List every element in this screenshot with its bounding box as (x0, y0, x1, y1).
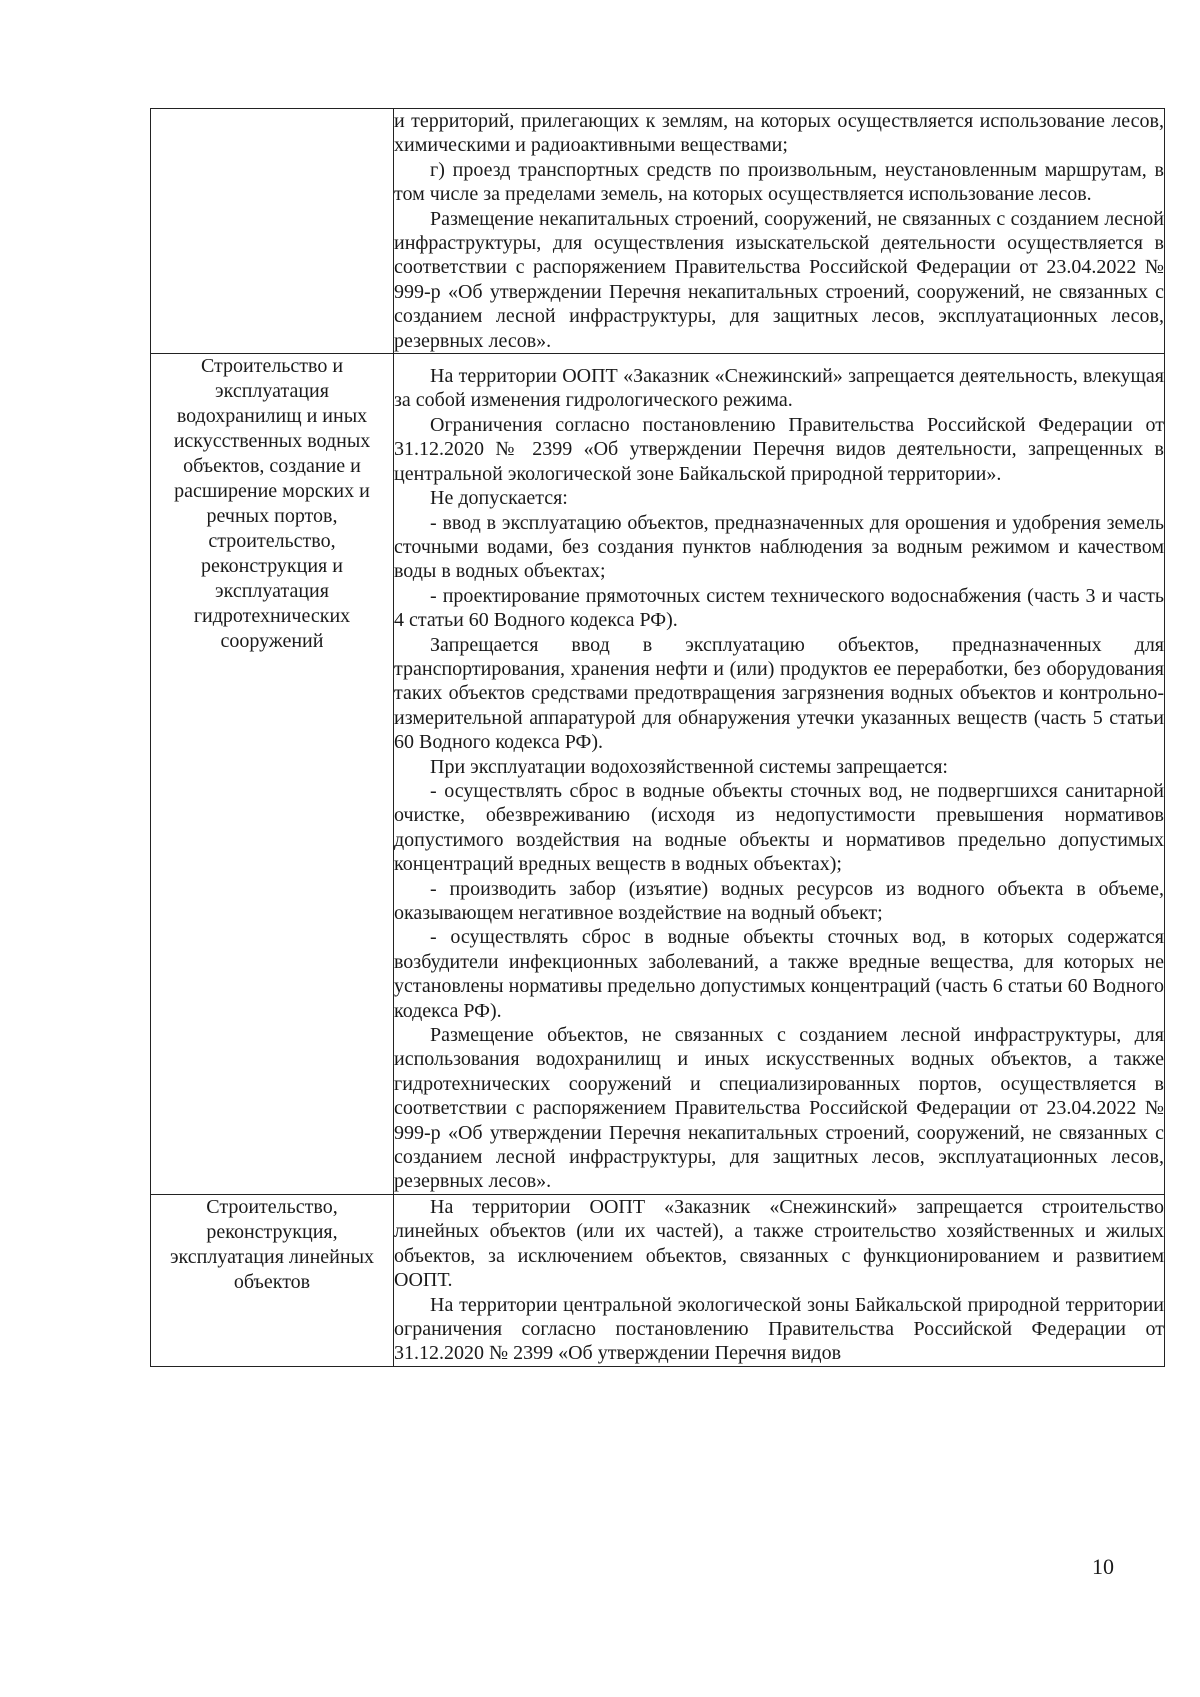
activity-cell (151, 109, 394, 354)
paragraph: - проектирование прямоточных систем технического водоснабжения (часть 3 и часть 4 статьи 60 Водного кодекса РФ). (394, 584, 1164, 632)
restrictions-table (150, 108, 1165, 1367)
description-cell (394, 354, 1165, 1195)
paragraph: - осуществлять сброс в водные объекты сточных вод, не подвергшихся санитарной очистке, обезвреживанию (исходя из недопустимости превышения нормативов допустимого воздействия на водные объекты и нормативов предельно допустимых концентраций вредных веществ в водных объектах); (394, 779, 1164, 876)
description-cell (394, 109, 1165, 354)
activity-cell: Строительство, реконструкция, эксплуатация линейных объектов (151, 1194, 394, 1366)
paragraph: - ввод в эксплуатацию объектов, предназначенных для орошения и удобрения земель сточными водами, без создания пунктов наблюдения за водным режимом и качеством воды в водных объектах; (394, 511, 1164, 583)
page-number: 10 (1092, 1554, 1114, 1579)
activity-cell: Строительство и эксплуатация водохранилищ и иных искусственных водных объектов, создание и расширение морских и речных портов, строительство, реконструкция и эксплуатация гидротехнических сооружений (151, 354, 394, 1195)
table-row (151, 354, 1165, 1195)
paragraph: - осуществлять сброс в водные объекты сточных вод, в которых содержатся возбудители инфекционных заболеваний, а также вредные вещества, для которых не установлены нормативы предельно допустимых концентраций (часть 6 статьи 60 Водного кодекса РФ). (394, 926, 1164, 1022)
description-cell (394, 1194, 1165, 1366)
paragraph: Запрещается ввод в эксплуатацию объектов, предназначенных для транспортирования, хранения нефти и (или) продуктов ее переработки, без оборудования таких объектов средствами предотвращения загрязнения водных объектов и контрольно-измерительной аппаратурой для обнаружения утечки указанных веществ (часть 5 статьи 60 Водного кодекса РФ). (394, 633, 1164, 754)
paragraph: При эксплуатации водохозяйственной системы запрещается: (430, 755, 948, 778)
paragraph: Не допускается: (430, 487, 568, 510)
paragraph: Размещение объектов, не связанных с созданием лесной инфраструктуры, для использования водохранилищ и иных искусственных водных объектов, а также гидротехнических сооружений и специализированных портов, осуществляется в соответствии с распоряжением Правительства Российской Федерации от 23.04.2022 № 999-р «Об утверждении Перечня некапитальных строений, сооружений, не связанных с созданием лесной инфраструктуры, для защитных лесов, эксплуатационных лесов, резервных лесов». (394, 1024, 1164, 1193)
paragraph: г) проезд транспортных средств по произвольным, неустановленным маршрутам, в том числе за пределами земель, на которых осуществляется использование лесов. (394, 158, 1164, 206)
paragraph: и территорий, прилегающих к землям, на которых осуществляется использование лесов, химическими и радиоактивными веществами; (394, 110, 1164, 157)
paragraph: - производить забор (изъятие) водных ресурсов из водного объекта в объеме, оказывающем негативное воздействие на водный объект; (394, 877, 1164, 924)
table-row (151, 1194, 1165, 1366)
table-row (151, 109, 1165, 354)
paragraph: Ограничения согласно постановлению Правительства Российской Федерации от 31.12.2020 № 2399 «Об утверждении Перечня видов деятельности, запрещенных в центральной экологической зоне Байкальской природной территории». (394, 413, 1164, 485)
paragraph: На территории ООПТ «Заказник «Снежинский» запрещается деятельность, влекущая за собой изменения гидрологического режима. (394, 365, 1164, 412)
paragraph: Размещение некапитальных строений, сооружений, не связанных с созданием лесной инфраструктуры, для осуществления изыскательской деятельности осуществляется в соответствии с распоряжением Правительства Российской Федерации от 23.04.2022 № 999-р «Об утверждении Перечня некапитальных строений, сооружений, не связанных с созданием лесной инфраструктуры, для защитных лесов, эксплуатационных лесов, резервных лесов». (394, 207, 1164, 352)
paragraph: На территории центральной экологической зоны Байкальской природной территории ограничения согласно постановлению Правительства Российской Федерации от 31.12.2020 № 2399 «Об утверждении Перечня видов (394, 1293, 1164, 1365)
paragraph: На территории ООПТ «Заказник «Снежинский» запрещается строительство линейных объектов (или их частей), а также строительство хозяйственных и жилых объектов, за исключением объектов, связанных с функционированием и развитием ООПТ. (394, 1195, 1164, 1292)
